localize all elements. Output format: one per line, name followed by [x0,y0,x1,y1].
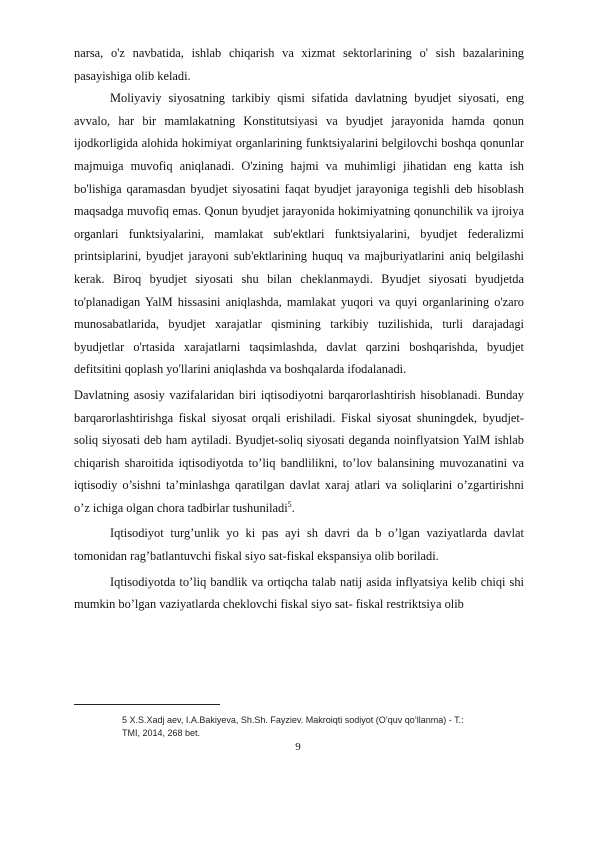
footnote-line-1: 5 X.S.Xadj aev, I.A.Bakiyeva, Sh.Sh. Fayziev. Makroiqti sodiyot (O’quv qo’llanma) - T.: [122,715,464,725]
footnote-line-2: TMI, 2014, 268 bet. [122,728,201,738]
footnote-reference[interactable]: 5 [287,499,292,509]
footnote [122,714,542,740]
page-number: 9 [295,741,301,753]
paragraph-fiscal-expansion: Iqtisodiyot turg’unlik yo ki pas ayi sh davri da b o’lgan vaziyatlarda davlat tomonidan rag’batlantuvchi fiskal siyo sat-fiskal ekspansiya olib boriladi. [74,526,524,564]
paragraph-fiscal-restriction: Iqtisodiyotda to’liq bandlik va ortiqcha talab natij asida inflyatsiya kelib chiqi shi mumkin bo’lgan vaziyatlarda cheklovchi fiskal siyo sat- fiskal restriktsiya olib [74,574,524,612]
body-text [74,42,524,616]
paragraph-stabilization: Davlatning asosiy vazifalaridan biri iqtisodiyotni barqarorlashtirish hisoblanadi. Bunday barqarorlashtirishga fiskal siyosat orqali erishiladi. Fiskal siyosat shuningdek, byudjet-soliq siyosati deb ham aytiladi. Byudjet-soliq siyosati deganda noinflyatsion YalM ishlab chiqarish sharoitida iqtisodiyotda to’liq bandlilikni, to’lov balansining muvozanatini va iqtisodiy o’sishni ta’minlashga qaratilgan davlat xaraj atlari va soliqlarini o’zgartirishni o’z ichiga olgan chora tadbirlar tushuniladi$^5$. [74,387,524,515]
footnote-separator [74,704,220,705]
paragraph-continuation: narsa, o'z navbatida, ishlab chiqarish va xizmat sektorlarining o' sish bazalarining pasayishiga olib keladi. [74,46,524,83]
paragraph-budget-policy: Moliyaviy siyosatning tarkibiy qismi sifatida davlatning byudjet siyosati, eng avvalo, har bir mamlakatning Konstitutsiyasi va byudjet jarayonida hamda qonun ijodkorligida alohida hokimiyat organlarining funktsiyalarini belgilovchi boshqa qonunlar majmuiga muvofiq aniqlanadi. O'zining hajmi va muhimligi jihatidan eng katta ish bo'lishiga qaramasdan byudjet siyosatini faqat byudjet jarayoniga tegishli deb hisoblash maqsadga muvofiq emas. Qonun byudjet jarayonida hokimiyatning qonunchilik va ijroiya organlari funktsiyalarini, mamlakat sub'ektlari funktsiyalarini, byudjet federalizmi printsiplarini, byudjet jarayoni sub'ektlarining huquq va majburiyatlarini aniq belgilashi kerak. Biroq byudjet siyosati shu bilan cheklanmaydi. Byudjet siyosati byudjetda to'planadigan YalM hissasini aniqlashda, mamlakat yuqori va quyi organlarining o'zaro munosabatlarida, byudjet xarajatlar qismining tarkibiy tuzilishida, turli darajadagi byudjetlar o'rtasida xarajatlarni taqsimlashda, davlat qarzini boshqarishda, byudjet defitsitini qoplash yo'llarini aniqlashda va boshqalarda ifodalanadi. [74,91,524,377]
paragraph-stabilization-text: Davlatning asosiy vazifalaridan biri iqtisodiyotni barqarorlashtirish hisoblanadi. Bunday barqarorlashtirishga fiskal siyosat orqali erishiladi. Fiskal siyosat shuningdek, byudjet-soliq siyosati deb ham aytiladi. Byudjet-soliq siyosati deganda noinflyatsion YalM ishlab chiqarish sharoitida iqtisodiyotda to’liq bandlilikni, to’lov balansining muvozanatini va iqtisodiy o’sishni ta’minlashga qaratilgan davlat xaraj atlari va soliqlarini o’zgartirishni o’z ichiga olgan chora tadbirlar tushuniladi [74,387,524,515]
